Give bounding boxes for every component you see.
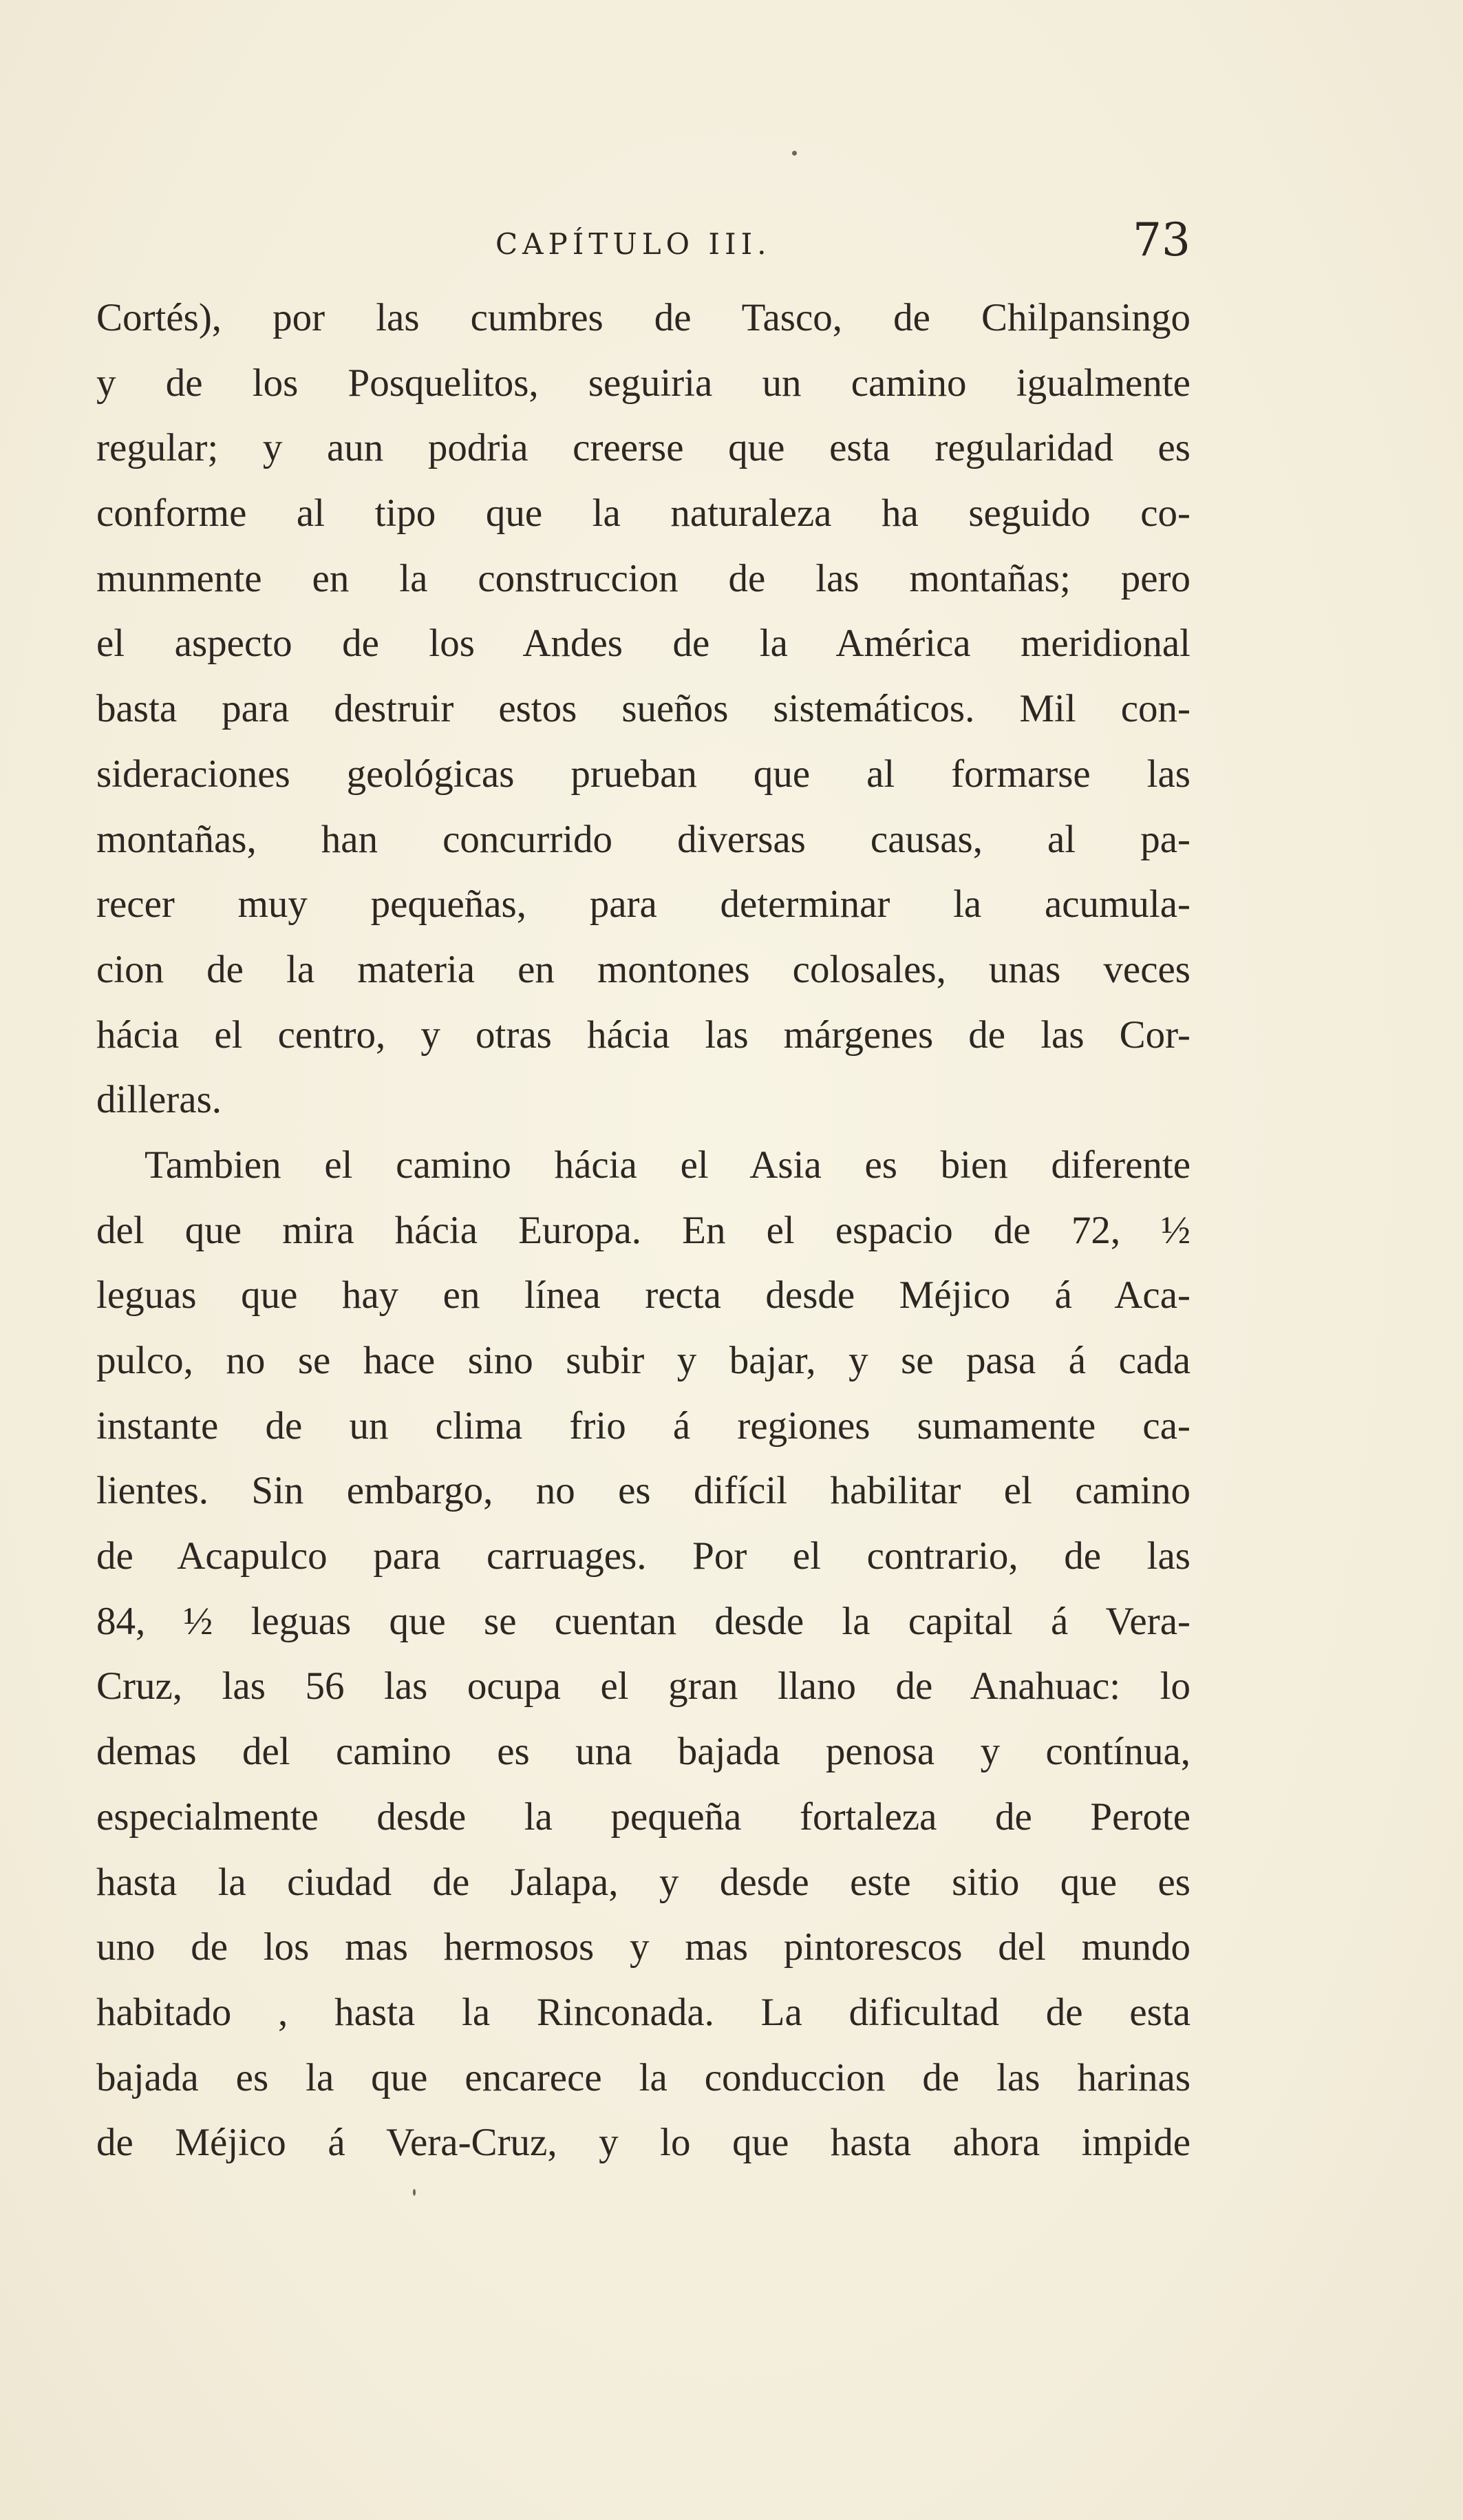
page-number: 73 <box>1133 213 1190 266</box>
text-line: recer muy pequeñas, para determinar la acumula- <box>96 882 1190 927</box>
text-line: uno de los mas hermosos y mas pintorescos del mundo <box>96 1925 1190 1969</box>
page-header <box>96 213 1190 282</box>
text-line: Cortés), por las cumbres de Tasco, de Chilpansingo <box>96 296 1190 339</box>
text-line: Tambien el camino hácia el Asia es bien diferente <box>145 1143 1190 1187</box>
text-line: hácia el centro, y otras hácia las márgenes de las Cor- <box>96 1013 1190 1057</box>
text-line: y de los Posquelitos, seguiria un camino igualmente <box>96 361 1190 405</box>
ink-speck <box>792 151 797 156</box>
text-line: bajada es la que encarece la conduccion de las harinas <box>96 2055 1190 2099</box>
text-line: demas del camino es una bajada penosa y contínua, <box>96 1730 1190 1774</box>
body-text <box>96 286 1190 2176</box>
text-line: instante de un clima frio á regiones sumamente ca- <box>96 1404 1190 1448</box>
text-line: regular; y aun podria creerse que esta regularidad es <box>96 426 1190 470</box>
text-line: sideraciones geológicas prueban que al formarse las <box>96 752 1190 796</box>
text-line: montañas, han concurrido diversas causas, al pa- <box>96 817 1190 861</box>
text-line: conforme al tipo que la naturaleza ha seguido co- <box>96 491 1190 536</box>
text-line: del que mira hácia Europa. En el espacio de 72, ½ <box>96 1208 1190 1252</box>
text-line: leguas que hay en línea recta desde Méjico á Aca- <box>96 1273 1190 1317</box>
text-line: pulco, no se hace sino subir y bajar, y se pasa á cada <box>96 1339 1190 1382</box>
text-line: especialmente desde la pequeña fortaleza de Perote <box>96 1794 1190 1839</box>
text-line: munmente en la construccion de las montañas; pero <box>96 556 1190 600</box>
text-line: 84, ½ leguas que se cuentan desde la capital á Vera- <box>96 1599 1190 1643</box>
text-line: el aspecto de los Andes de la América meridional <box>96 622 1190 666</box>
text-line: de Méjico á Vera-Cruz, y lo que hasta ahora impide <box>96 2121 1190 2165</box>
text-line: lientes. Sin embargo, no es difícil habilitar el camino <box>96 1469 1190 1513</box>
text-line: de Acapulco para carruages. Por el contrario, de las <box>96 1534 1190 1578</box>
text-line: cion de la materia en montones colosales, unas veces <box>96 947 1190 991</box>
text-line: habitado , hasta la Rinconada. La dificultad de esta <box>96 1990 1190 2034</box>
text-line: dilleras. <box>96 1078 222 1122</box>
text-line: hasta la ciudad de Jalapa, y desde este sitio que es <box>96 1860 1190 1904</box>
text-line: Cruz, las 56 las ocupa el gran llano de Anahuac: lo <box>96 1664 1190 1708</box>
text-line: basta para destruir estos sueños sistemáticos. Mil con- <box>96 687 1190 731</box>
ink-speck <box>413 2189 416 2196</box>
running-head: CAPÍTULO III. <box>495 227 771 261</box>
